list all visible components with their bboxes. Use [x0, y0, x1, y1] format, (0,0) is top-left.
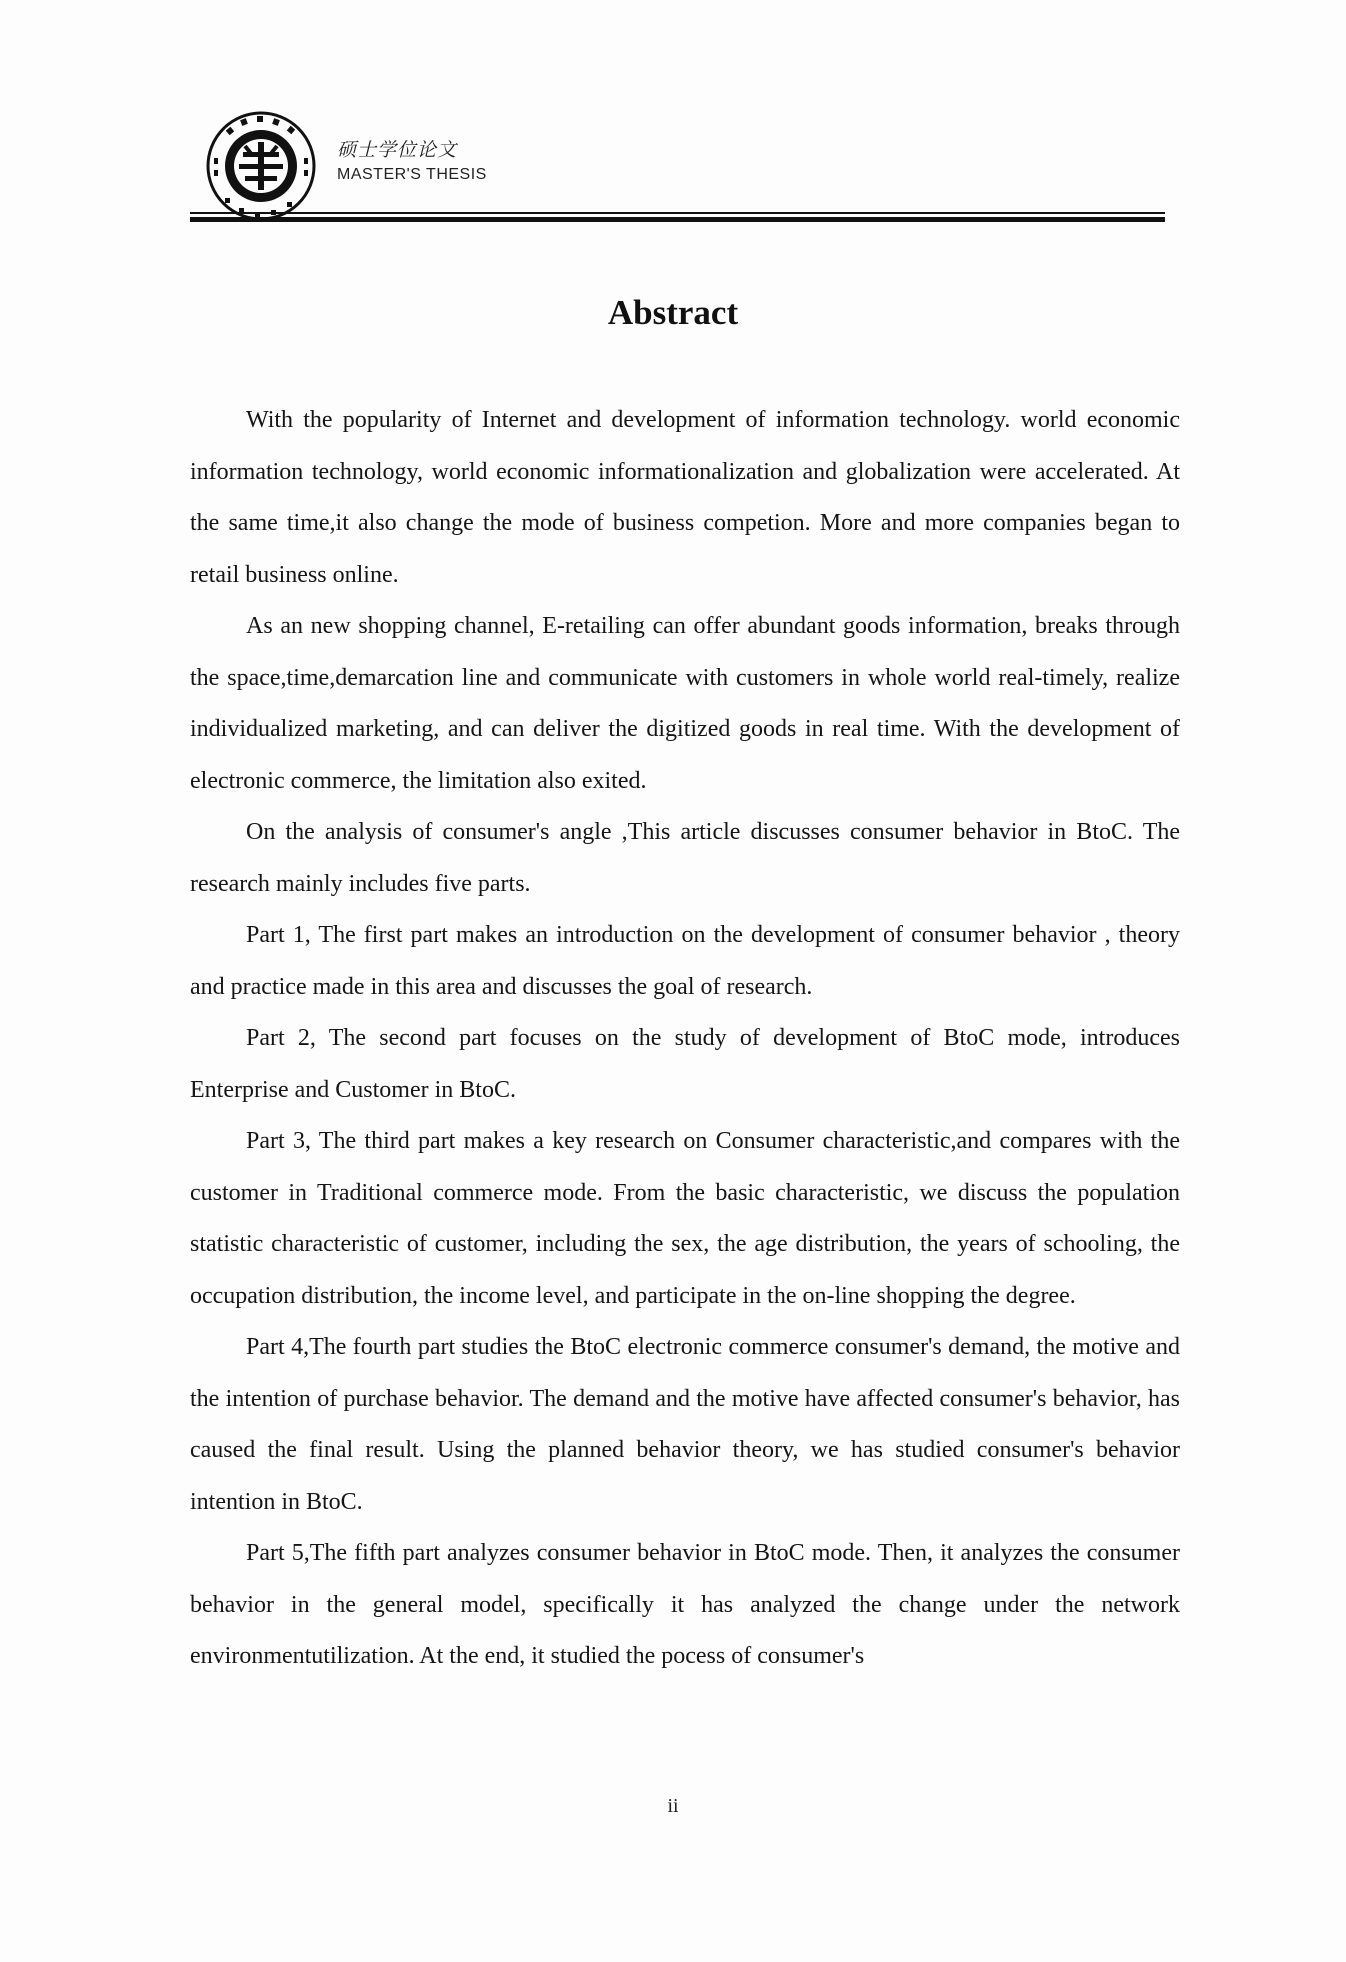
header-en-label: MASTER'S THESIS	[337, 166, 487, 183]
paragraph: Part 3, The third part makes a key research on Consumer characteristic,and compares with the customer in Traditional commerce mode. From the basic characteristic, we discuss the population statistic characteristic of customer, including the sex, the age distribution, the years of schooling, the occupation distribution, the income level, and participate in the on-line shopping the degree.	[190, 1128, 1180, 1309]
page-number: ii	[667, 1795, 679, 1817]
abstract-body	[190, 395, 1180, 1683]
paragraph: Part 1, The first part makes an introduction on the development of consumer behavior , theory and practice made in this area and discusses the goal of research.	[190, 922, 1180, 1000]
header-rule-thin	[190, 212, 1165, 214]
paragraph: On the analysis of consumer's angle ,This article discusses consumer behavior in BtoC. The research mainly includes five parts.	[190, 819, 1180, 897]
header-labels	[337, 138, 487, 186]
paragraph: Part 2, The second part focuses on the study of development of BtoC mode, introduces Enterprise and Customer in BtoC.	[190, 1025, 1180, 1103]
paragraph: With the popularity of Internet and development of information technology. world economic information technology, world economic informationalization and globalization were accelerated. At the same time,it also change the mode of business competion. More and more companies began to retail business online.	[190, 407, 1180, 588]
paragraph: Part 4,The fourth part studies the BtoC electronic commerce consumer's demand, the motive and the intention of purchase behavior. The demand and the motive have affected consumer's behavior, has caused the final result. Using the planned behavior theory, we has studied consumer's behavior intention in BtoC.	[190, 1334, 1180, 1515]
abstract-title: Abstract	[607, 293, 739, 332]
paragraph: Part 5,The fifth part analyzes consumer behavior in BtoC mode. Then, it analyzes the consumer behavior in the general model, specifically it has analyzed the change under the network environmentutilization. At the end, it studied the pocess of consumer's	[190, 1540, 1180, 1669]
header-cn-label: 硕士学位论文	[337, 139, 458, 161]
paragraph: As an new shopping channel, E-retailing can offer abundant goods information, breaks through the space,time,demarcation line and communicate with customers in whole world real-timely, realize individualized marketing, and can deliver the digitized goods in real time. With the development of electronic commerce, the limitation also exited.	[190, 613, 1180, 794]
header-rule-thick	[190, 217, 1165, 222]
university-seal-icon	[205, 110, 317, 222]
